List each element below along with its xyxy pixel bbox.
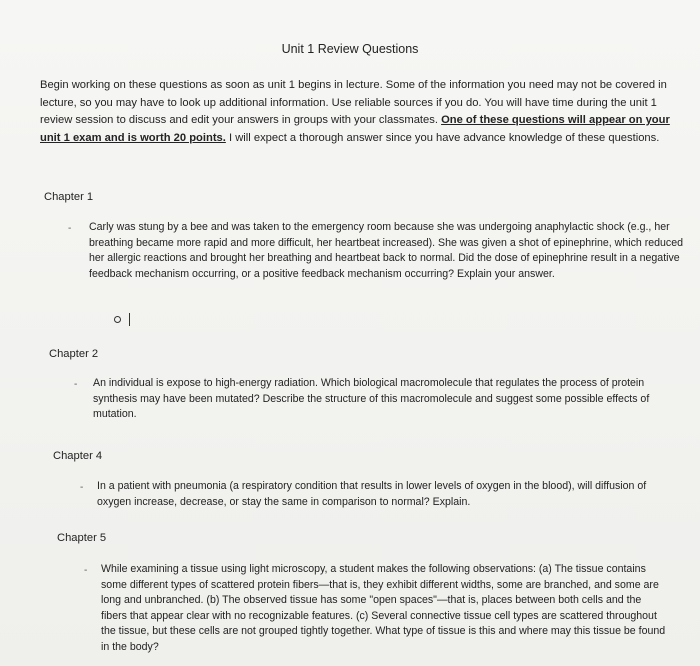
- bullet-marker: -: [80, 482, 84, 493]
- question-text: In a patient with pneumonia (a respiratory condition that results in lower levels of oxygen in the blood), will diffusion of oxygen increase, decrease, or stay the same in comparison to normal? Explain.: [97, 480, 647, 508]
- intro-highlight: One of these questions will appear on your unit 1 exam and is worth 20 points.: [40, 114, 670, 144]
- bullet-marker: -: [74, 379, 78, 390]
- circle-mark-icon: [114, 316, 121, 323]
- text-cursor-icon: [129, 313, 130, 326]
- question-text: While examining a tissue using light microscopy, a student makes the following observations: (a) The tissue contains some different types of scattered protein fibers—that is, they exhibit different widths, some are branched, and some are long and unbranched. (b) The observed tissue has some "open spaces"—that is, places between both cells and the fibers that appear clear with no recognizable features. (c) Several connective tissue cell types are scattered throughout the tissue, but these cells are not grouped tightly together. What type of tissue is this and where may this tissue be found in the body?: [101, 563, 666, 653]
- bullet-marker: -: [84, 565, 88, 576]
- page-title: Unit 1 Review Questions: [281, 42, 419, 56]
- chapter-heading: Chapter 5: [57, 532, 107, 544]
- chapter-heading: Chapter 1: [44, 191, 94, 203]
- bullet-marker: -: [68, 223, 72, 234]
- question-text: An individual is expose to high-energy radiation. Which biological macromolecule that regulates the process of protein synthesis may have been mutated? Describe the structure of this macromolecule and suggest some possible effects of mutation.: [93, 377, 650, 421]
- intro-text-end: I will expect a thorough answer since you have advance knowledge of these questions.: [225, 131, 660, 144]
- chapter-heading: Chapter 4: [53, 450, 103, 462]
- intro-text: Begin working on these questions as soon as unit 1 begins in lecture. Some of the information you need may not be covered in lecture, so you may have to look up additional information. Use reliable sources if you do. You will have time during the unit 1 review session to discuss and edit your answers in groups with your classmates.: [40, 79, 667, 126]
- chapter-heading: Chapter 2: [49, 348, 99, 360]
- intro-paragraph: [40, 77, 690, 147]
- question-text: Carly was stung by a bee and was taken to the emergency room because she was undergoing anaphylactic shock (e.g., her breathing became more rapid and more difficult, her heartbeat increased). She was given a shot of epinephrine, which reduced her allergic reactions and brought her breathing and heartbeat back to normal. Did the dose of epinephrine result in a negative feedback mechanism occurring, or a positive feedback mechanism occurring? Explain your answer.: [89, 221, 683, 280]
